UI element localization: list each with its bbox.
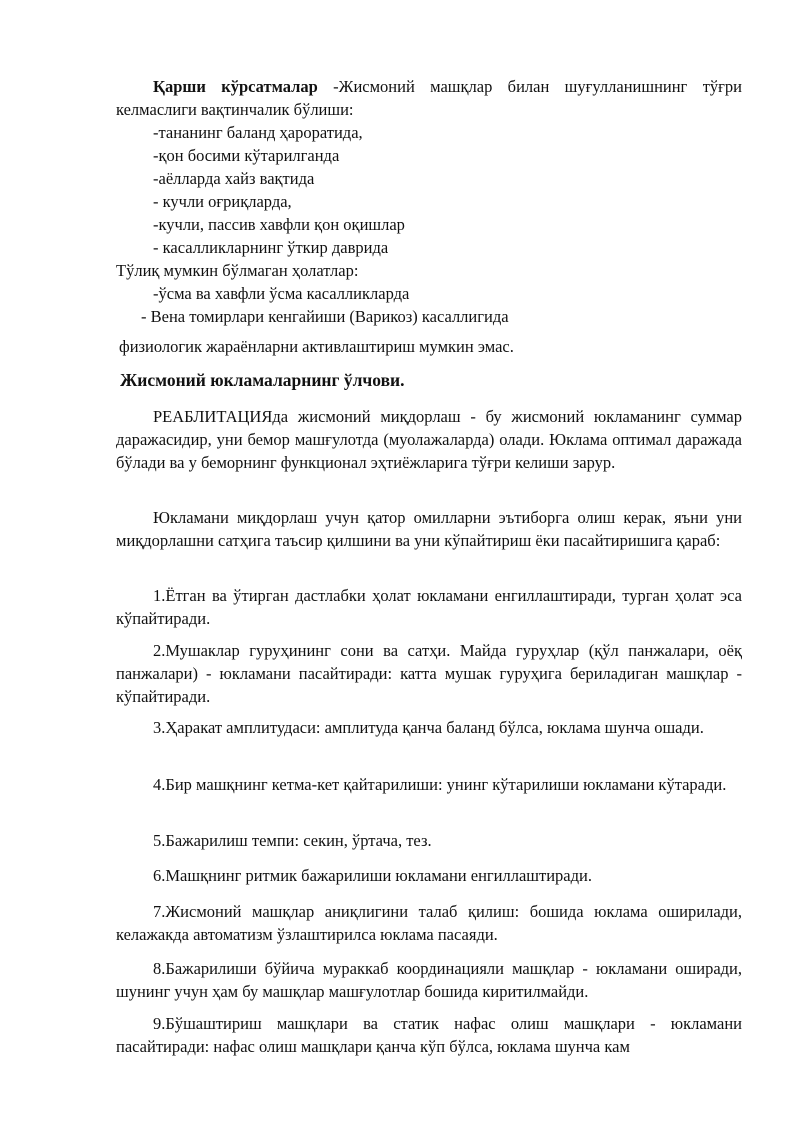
list-item: 8.Бажарилиши бўйича мураккаб координацияли машқлар - юкламани оширади, шунинг учун ҳам бу машқлар машғулотлар бошида киритилмайди.	[116, 959, 742, 1001]
list-item: 2.Мушаклар гуруҳининг сони ва сатҳи. Майда гуруҳлар (қўл панжалари, оёқ панжалари) - юкламани пасайтиради: катта мушак гуруҳига бериладиган машқлар - кўпайтиради.	[116, 641, 742, 706]
list-item: -тананинг баланд ҳароратида,	[153, 123, 363, 142]
section-heading: Жисмоний юкламаларнинг ўлчови.	[120, 370, 405, 390]
list-item: 1.Ётган ва ўтирган дастлабки ҳолат юкламани енгиллаштиради, турган ҳолат эса кўпайтиради.	[116, 586, 742, 628]
list-item: -ўсма ва хавфли ўсма касалликларда	[153, 284, 410, 303]
permanent-title: Тўлиқ мумкин бўлмаган ҳолатлар:	[116, 261, 359, 280]
list-item: 3.Ҳаракат амплитудаси: амплитуда қанча баланд бўлса, юклама шунча ошади.	[153, 718, 704, 737]
contraindications-title: Қарши кўрсатмалар	[153, 77, 318, 96]
list-item: - кучли оғриқларда,	[153, 192, 292, 211]
list-item: -аёлларда хайз вақтида	[153, 169, 315, 188]
list-item: -кучли, пассив хавфли қон оқишлар	[153, 215, 405, 234]
list-item: 4.Бир машқнинг кетма-кет қайтарилиши: унинг кўтарилиши юкламани кўтаради.	[153, 775, 727, 794]
contraindications-intro-text: -Жисмоний машқлар билан шуғулланишнинг тўғри келмаслиги вақтинчалик бўлиши:	[116, 77, 742, 119]
closing-line: физиологик жараёнларни активлаштириш мумкин эмас.	[119, 337, 514, 356]
list-item: 7.Жисмоний машқлар аниқлигини талаб қилиш: бошида юклама оширилади, келажакда автоматизм ўзлаштирилса юклама пасаяди.	[116, 902, 742, 944]
paragraph: Юкламани миқдорлаш учун қатор омилларни эътиборга олиш керак, яъни уни миқдорлашни сатҳига таъсир қилшини ва уни кўпайтириш ёки пасайтиришига қараб:	[116, 508, 742, 550]
paragraph: РЕАБЛИТАЦИЯда жисмоний миқдорлаш - бу жисмоний юкламанинг суммар даражасидир, уни бемор машғулотда (муолажаларда) олади. Юклама оптимал даражада бўлади ва у беморнинг функционал эҳтиёжларига тўғри келиши зарур.	[116, 407, 742, 472]
list-item: - Вена томирлари кенгайиши (Варикоз) касаллигида	[141, 307, 509, 326]
contraindications-intro	[116, 75, 742, 121]
list-item: -қон босими кўтарилганда	[153, 146, 340, 165]
list-item: - касалликларнинг ўткир даврида	[153, 238, 389, 257]
list-item: 6.Машқнинг ритмик бажарилиши юкламани енгиллаштиради.	[153, 866, 592, 885]
list-item: 9.Бўшаштириш машқлари ва статик нафас олиш машқлари - юкламани пасайтиради: нафас олиш машқлари қанча кўп бўлса, юклама шунча кам	[116, 1014, 742, 1056]
list-item: 5.Бажарилиш темпи: секин, ўртача, тез.	[153, 831, 432, 850]
